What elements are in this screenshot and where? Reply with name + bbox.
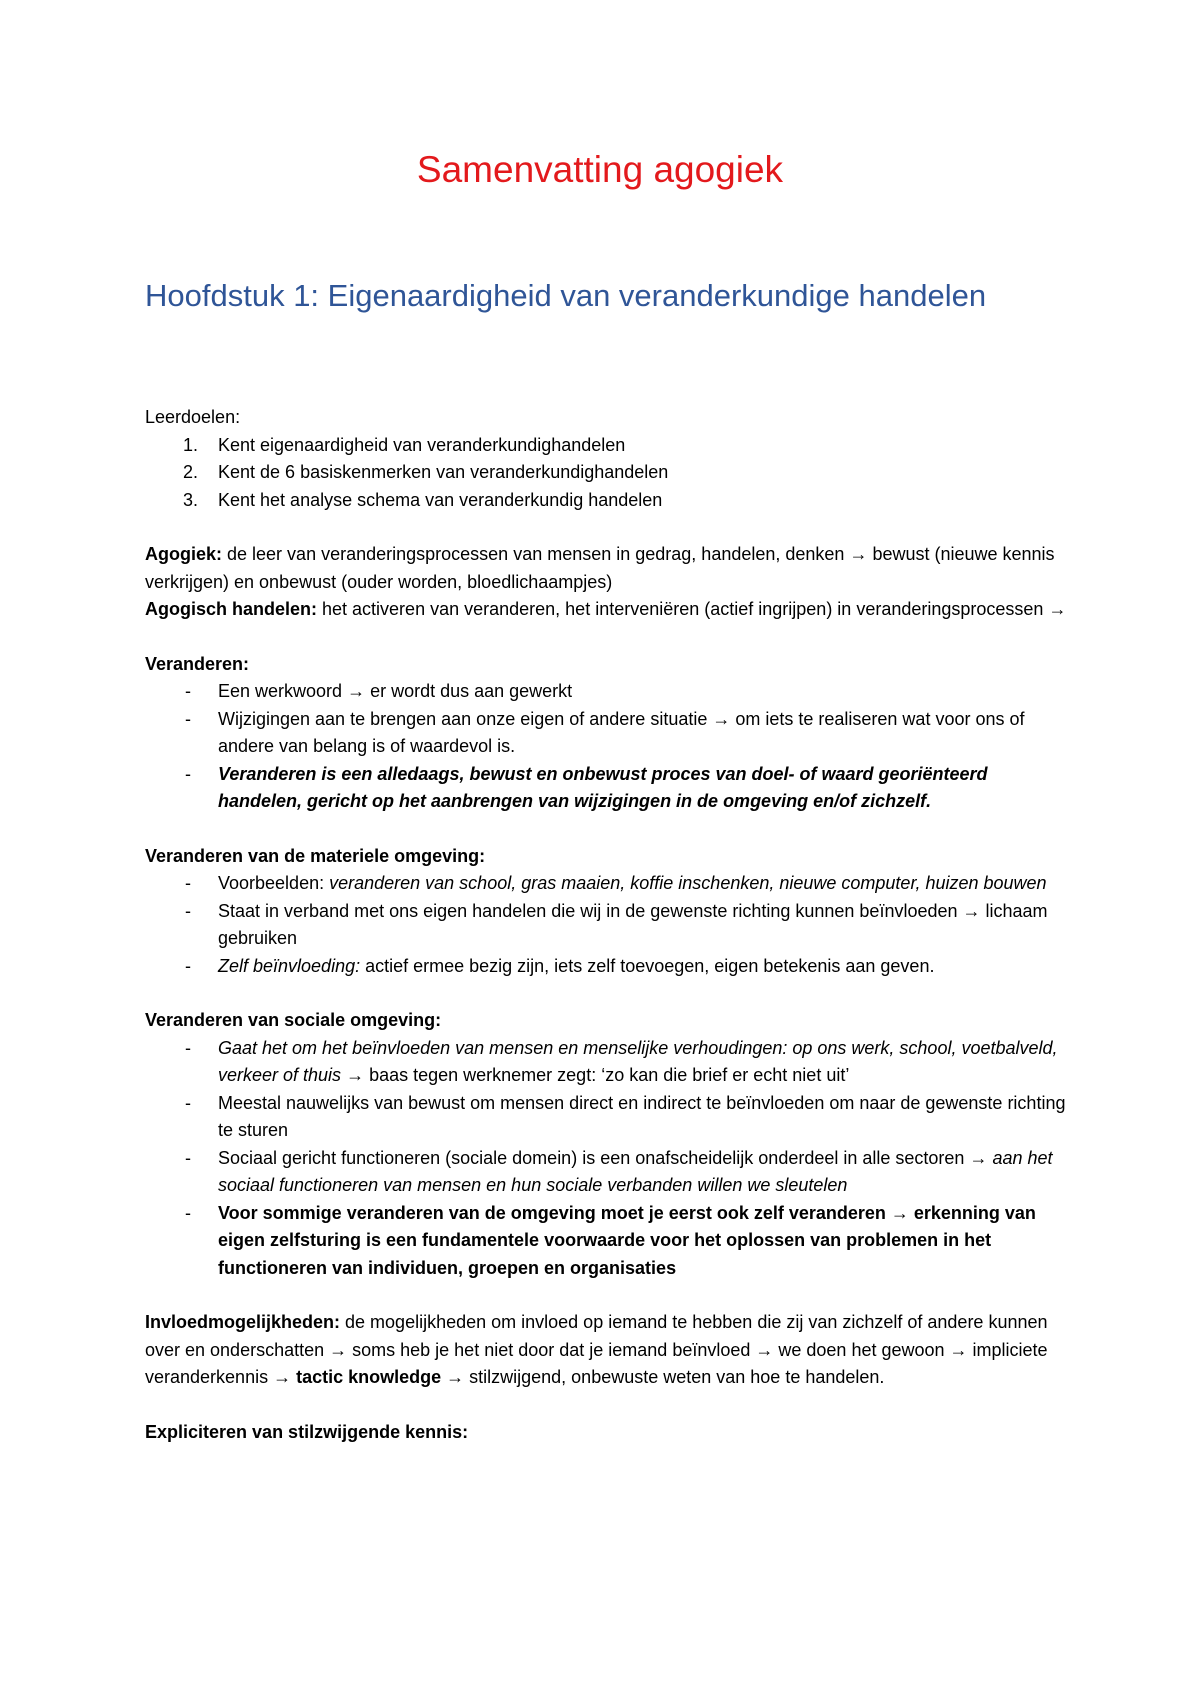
list-item: - Staat in verband met ons eigen handelen die wij in de gewenste richting kunnen beïnvloeden → lichaam gebruiken [145, 898, 1075, 953]
arrow-icon: → [712, 708, 731, 729]
materieel-heading: Veranderen van de materiele omgeving: [145, 845, 486, 866]
list-item: - Wijzigingen aan te brengen aan onze eigen of andere situatie → om iets te realiseren wat voor ons of andere van belang is of waardevol is. [145, 706, 1075, 761]
leerdoelen-label: Leerdoelen: [145, 407, 241, 427]
list-item: - Gaat het om het beïnvloeden van mensen en menselijke verhoudingen: op ons werk, school, voetbalveld, verkeer of thuis → baas tegen werknemer zegt: ‘zo kan die brief er echt niet uit’ [145, 1035, 1075, 1090]
dash-icon: - [185, 955, 191, 976]
dash-icon: - [185, 1147, 191, 1168]
arrow-icon: → [346, 1065, 365, 1085]
invloedmogelijkheden-paragraph: Invloedmogelijkheden: de mogelijkheden om invloed op iemand te hebben die zij van zichzelf of andere kunnen over en onderschatten → soms heb je het niet door dat je iemand beïnvloed → we doen het gewoon → impliciete veranderkennis → tactic knowledge → stilzwijgend, onbewuste weten van hoe te handelen. [145, 1312, 1048, 1387]
dash-icon: - [185, 1092, 191, 1113]
dash-icon: - [185, 1202, 191, 1223]
arrow-icon: → [329, 1339, 348, 1360]
veranderen-heading: Veranderen: [145, 653, 250, 674]
list-number: 3. [183, 489, 199, 510]
dash-icon: - [185, 681, 191, 701]
agogiek-term: Agogiek: [145, 544, 223, 564]
arrow-icon: → [446, 1367, 465, 1387]
arrow-icon: → [1048, 599, 1067, 619]
agogisch-handelen-definition: Agogisch handelen: het activeren van veranderen, het interveniëren (actief ingrijpen) in veranderingsprocessen → [145, 599, 1067, 619]
dash-icon: - [185, 873, 191, 893]
arrow-icon: → [890, 1202, 909, 1223]
chapter-heading: Hoofdstuk 1: Eigenaardigheid van veranderkundige handelen [145, 278, 987, 313]
list-number: 1. [183, 434, 199, 455]
document-body [145, 404, 1075, 1446]
leerdoel-item [145, 459, 1075, 487]
leerdoel-text: Kent de 6 basiskenmerken van veranderkundighandelen [218, 462, 669, 482]
document-title: Samenvatting agogiek [416, 149, 784, 190]
list-item: - Sociaal gericht functioneren (sociale domein) is een onafscheidelijk onderdeel in alle sectoren → aan het sociaal functioneren van mensen en hun sociale verbanden willen we sleutelen [145, 1145, 1075, 1200]
expliciteren-heading: Expliciteren van stilzwijgende kennis: [145, 1421, 469, 1442]
list-item: - Zelf beïnvloeding: actief ermee bezig zijn, iets zelf toevoegen, eigen betekenis aan geven. [145, 953, 1075, 981]
leerdoel-item [145, 432, 1075, 460]
leerdoel-text: Kent eigenaardigheid van veranderkundighandelen [218, 434, 626, 455]
arrow-icon: → [755, 1339, 774, 1360]
dash-icon: - [185, 1037, 191, 1058]
agogisch-term: Agogisch handelen: [145, 599, 318, 619]
agogiek-definition: Agogiek: de leer van veranderingsprocessen van mensen in gedrag, handelen, denken → bewust (nieuwe kennis verkrijgen) en onbewust (ouder worden, bloedlichaampjes) [145, 544, 1055, 592]
arrow-icon: → [273, 1367, 292, 1387]
arrow-icon: → [849, 544, 868, 564]
list-number: 2. [183, 462, 199, 482]
leerdoel-item [145, 487, 1075, 515]
sociaal-heading: Veranderen van sociale omgeving: [145, 1010, 442, 1030]
list-item: - Een werkwoord → er wordt dus aan gewerkt [145, 678, 1075, 706]
dash-icon: - [185, 708, 191, 729]
list-item: - Meestal nauwelijks van bewust om mensen direct en indirect te beïnvloeden om naar de gewenste richting te sturen [145, 1090, 1075, 1145]
list-item: - Voor sommige veranderen van de omgeving moet je eerst ook zelf veranderen → erkenning van eigen zelfsturing is een fundamentele voorwaarde voor het oplossen van problemen in het functioneren van individuen, groepen en organisaties [145, 1200, 1075, 1283]
leerdoel-text: Kent het analyse schema van veranderkundig handelen [218, 489, 663, 510]
arrow-icon: → [949, 1339, 968, 1360]
arrow-icon: → [347, 681, 366, 701]
arrow-icon: → [969, 1147, 988, 1168]
arrow-icon: → [962, 900, 981, 921]
list-item: - Voorbeelden: veranderen van school, gras maaien, koffie inschenken, nieuwe computer, huizen bouwen [145, 870, 1075, 898]
dash-icon: - [185, 763, 191, 784]
dash-icon: - [185, 900, 191, 921]
list-item: - Veranderen is een alledaags, bewust en onbewust proces van doel- of waard georiënteerd handelen, gericht op het aanbrengen van wijzigingen in de omgeving en/of zichzelf. [145, 761, 1075, 816]
